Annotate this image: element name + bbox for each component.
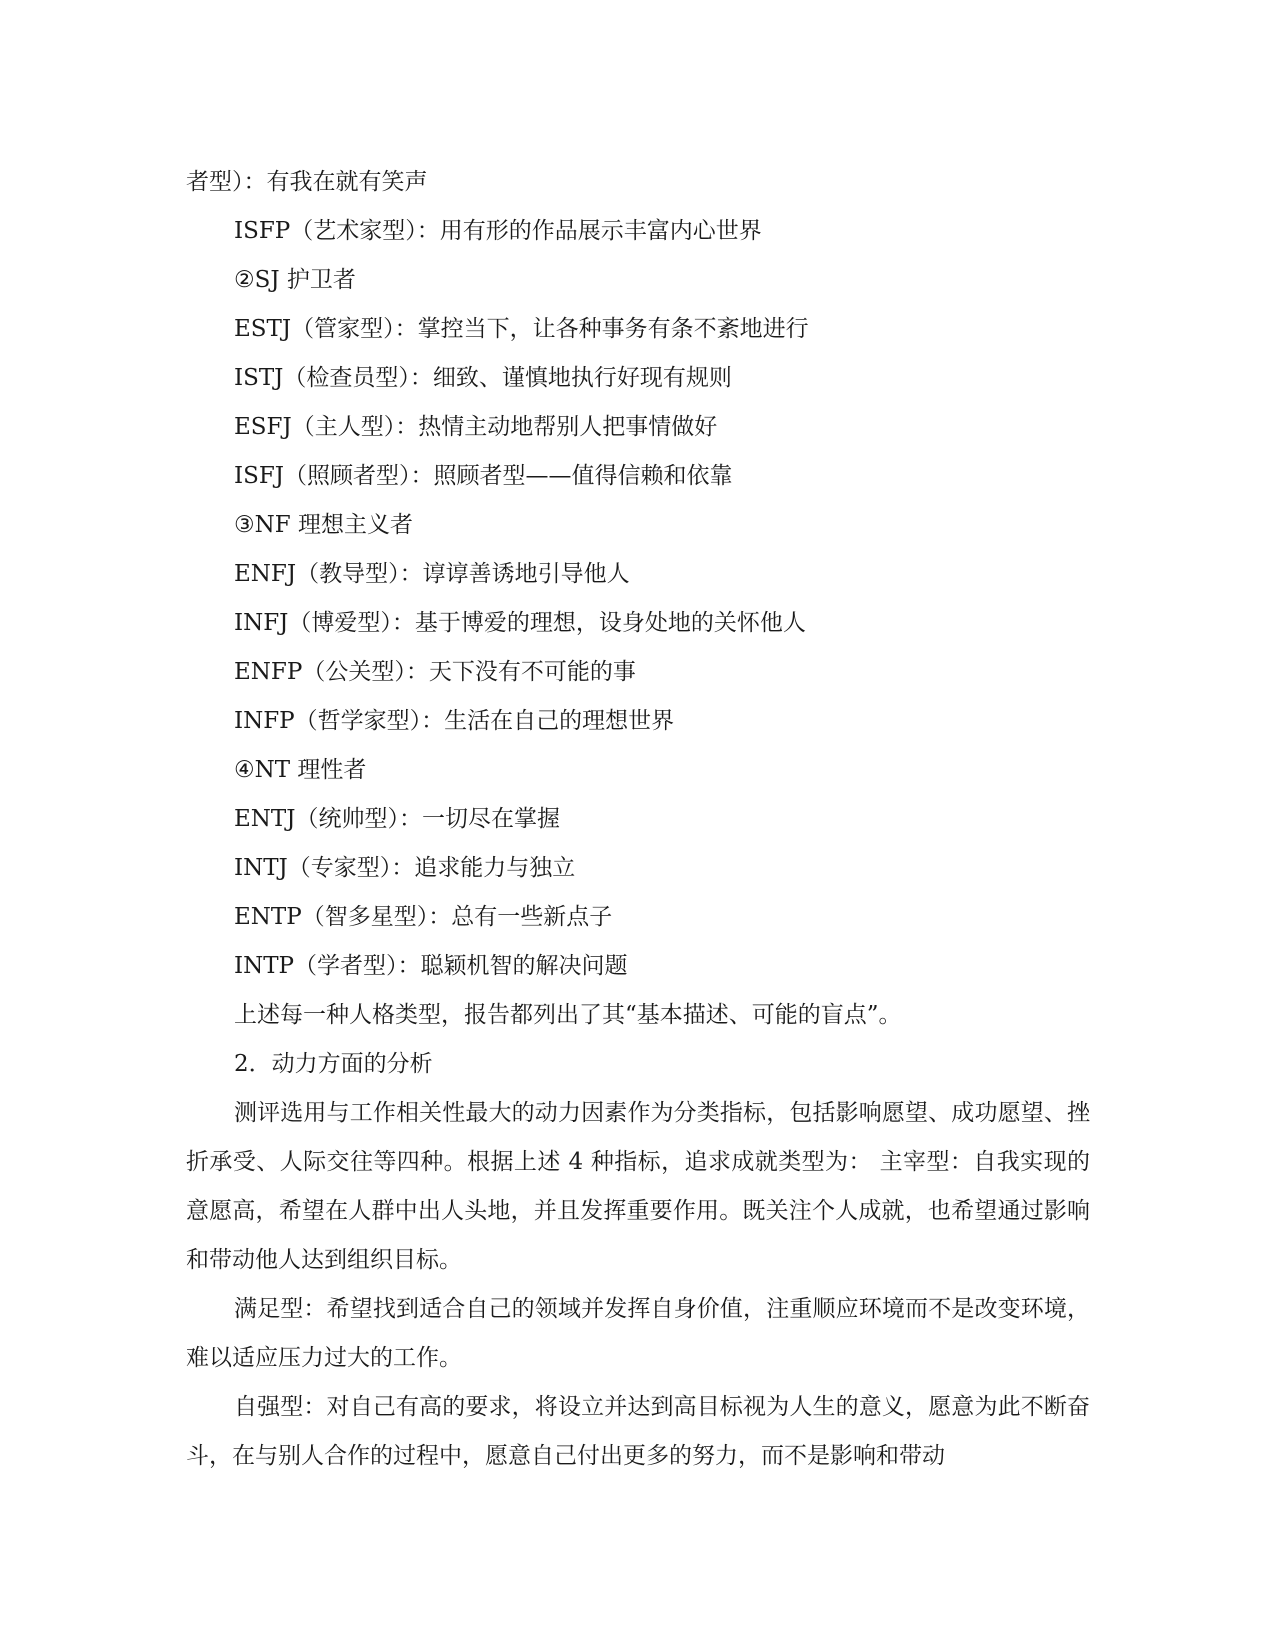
text-line-entj: ENTJ（统帅型）：一切尽在掌握 [234,806,560,832]
text-line-isfp: ISFP（艺术家型）：用有形的作品展示丰富内心世界 [234,218,762,244]
text-line-continuation: 者型）：有我在就有笑声 [186,169,428,195]
text-line-intj: INTJ（专家型）：追求能力与独立 [234,855,576,881]
section-heading-nf: ③NF 理想主义者 [234,512,414,538]
text-line-enfp: ENFP（公关型）：天下没有不可能的事 [234,659,636,685]
summary-line: 上述每一种人格类型，报告都列出了其“基本描述、可能的盲点”。 [234,1002,902,1028]
section-heading-nt: ④NT 理性者 [234,757,367,783]
paragraph-satisfied-type: 满足型：希望找到适合自己的领域并发挥自身价值，注重顺应环境而不是改变环境，难以适应压力过大的工作。 [186,1296,1090,1371]
document-body [186,158,1090,1481]
text-line-entp: ENTP（智多星型）：总有一些新点子 [234,904,613,930]
text-line-intp: INTP（学者型）：聪颖机智的解决问题 [234,953,628,979]
text-line-estj: ESTJ（管家型）：掌控当下，让各种事务有条不紊地进行 [234,316,809,342]
text-line-esfj: ESFJ（主人型）：热情主动地帮别人把事情做好 [234,414,718,440]
text-line-enfj: ENFJ（教导型）：谆谆善诱地引导他人 [234,561,630,587]
paragraph-motivation-intro: 测评选用与工作相关性最大的动力因素作为分类指标，包括影响愿望、成功愿望、挫折承受、人际交往等四种。根据上述 4 种指标，追求成就类型为： 主宰型：自我实现的意愿高，希望在人群中出人头地，并且发挥重要作用。既关注个人成就，也希望通过影响和带动他人达到组织目标。 [186,1100,1090,1273]
section-heading-motivation: 2．动力方面的分析 [234,1051,433,1077]
text-line-infj: INFJ（博爱型）：基于博爱的理想，设身处地的关怀他人 [234,610,806,636]
paragraph-self-improving-type: 自强型：对自己有高的要求，将设立并达到高目标视为人生的意义，愿意为此不断奋斗，在与别人合作的过程中，愿意自己付出更多的努力，而不是影响和带动 [186,1394,1090,1469]
text-line-isfj: ISFJ（照顾者型）：照顾者型——值得信赖和依靠 [234,463,733,489]
text-line-infp: INFP（哲学家型）：生活在自己的理想世界 [234,708,675,734]
section-heading-sj: ②SJ 护卫者 [234,267,356,293]
text-line-istj: ISTJ（检查员型）：细致、谨慎地执行好现有规则 [234,365,732,391]
